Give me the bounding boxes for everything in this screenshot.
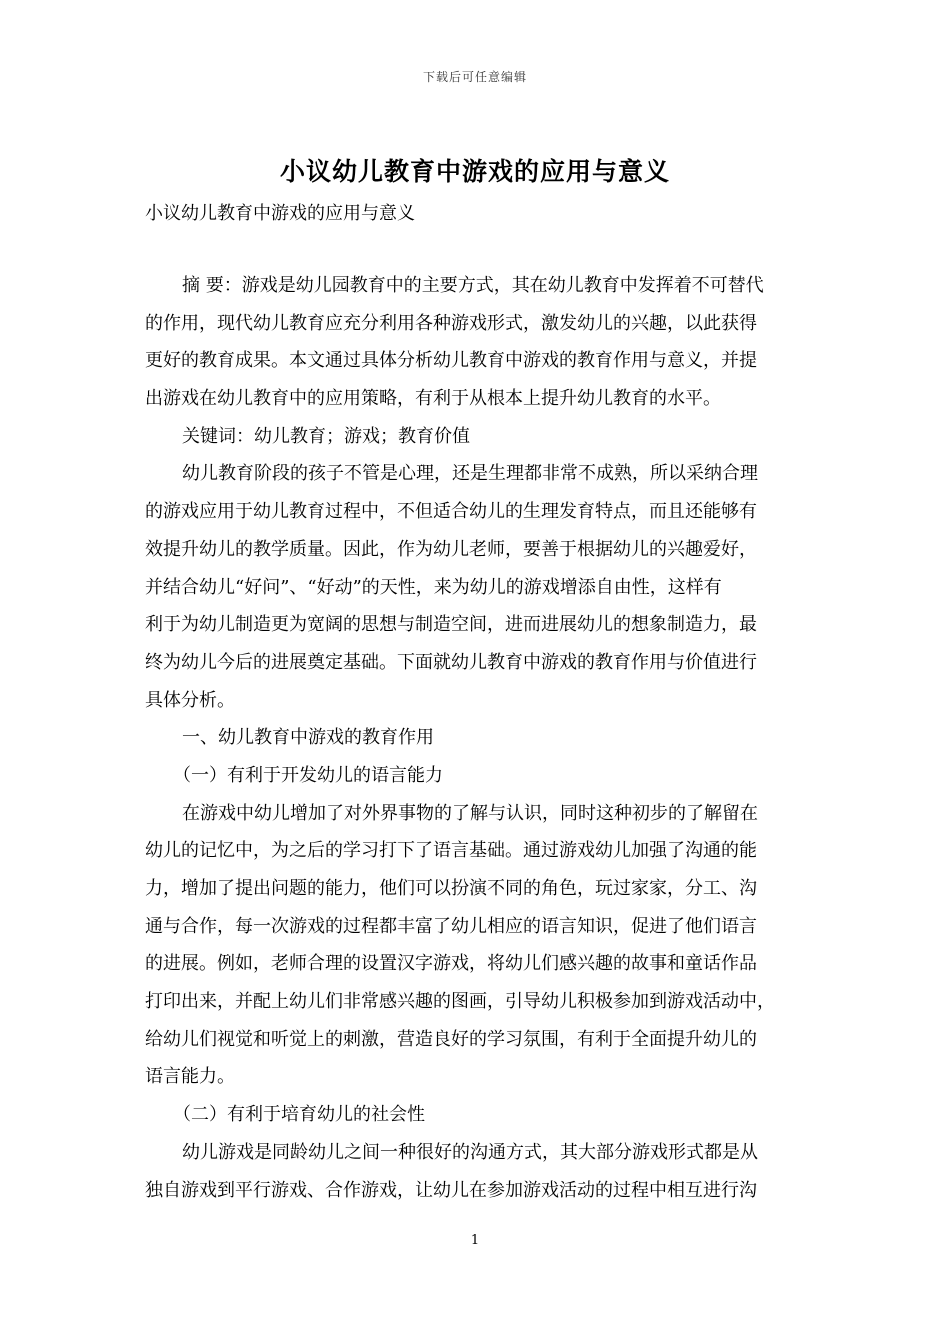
- paragraph-line: 幼儿教育阶段的孩子不管是心理，还是生理都非常不成熟，所以采纳合理: [182, 463, 758, 485]
- paragraph-line: 通与合作，每一次游戏的过程都丰富了幼儿相应的语言知识，促进了他们语言: [145, 915, 757, 937]
- document-subtitle: 小议幼儿教育中游戏的应用与意义: [145, 203, 415, 224]
- paragraph-line: 具体分析。: [145, 689, 235, 711]
- keywords-line: 关键词：幼儿教育；游戏；教育价值: [182, 425, 470, 447]
- paragraph-line: 的游戏应用于幼儿教育过程中，不但适合幼儿的生理发育特点，而且还能够有: [145, 501, 757, 523]
- paragraph-line: 的进展。例如，老师合理的设置汉字游戏，将幼儿们感兴趣的故事和童话作品: [145, 953, 757, 975]
- abstract-line: 更好的教育成果。本文通过具体分析幼儿教育中游戏的教育作用与意义，并提: [145, 350, 757, 372]
- paragraph-line: 幼儿的记忆中，为之后的学习打下了语言基础。通过游戏幼儿加强了沟通的能: [145, 840, 757, 862]
- subsection-heading: （二）有利于培育幼儿的社会性: [173, 1104, 425, 1126]
- paragraph-line: 幼儿游戏是同龄幼儿之间一种很好的沟通方式，其大部分游戏形式都是从: [182, 1141, 758, 1163]
- paragraph-line: 力，增加了提出问题的能力，他们可以扮演不同的角色，玩过家家，分工、沟: [145, 878, 757, 899]
- abstract-line: 出游戏在幼儿教育中的应用策略，有利于从根本上提升幼儿教育的水平。: [145, 388, 721, 410]
- paragraph-line: 语言能力。: [145, 1066, 235, 1088]
- abstract-line: 摘 要：游戏是幼儿园教育中的主要方式，其在幼儿教育中发挥着不可替代: [182, 275, 764, 296]
- abstract-line: 的作用，现代幼儿教育应充分利用各种游戏形式，激发幼儿的兴趣，以此获得: [145, 312, 757, 334]
- section-heading: 一、幼儿教育中游戏的教育作用: [182, 727, 434, 749]
- header-note: 下载后可任意编辑: [422, 70, 527, 84]
- paragraph-line: 效提升幼儿的教学质量。因此，作为幼儿老师，要善于根据幼儿的兴趣爱好，: [145, 538, 757, 560]
- paragraph-line: 在游戏中幼儿增加了对外界事物的了解与认识，同时这种初步的了解留在: [182, 802, 758, 824]
- document-title: 小议幼儿教育中游戏的应用与意义: [279, 157, 670, 186]
- paragraph-line: 并结合幼儿“好问”、“好动”的天性，来为幼儿的游戏增添自由性，这样有: [145, 576, 722, 598]
- page-number: 1: [470, 1233, 480, 1248]
- paragraph-line: 利于为幼儿制造更为宽阔的思想与制造空间，进而进展幼儿的想象制造力，最: [145, 614, 757, 636]
- paragraph-line: 给幼儿们视觉和听觉上的刺激，营造良好的学习氛围，有利于全面提升幼儿的: [145, 1028, 757, 1050]
- paragraph-line: 打印出来，并配上幼儿们非常感兴趣的图画，引导幼儿积极参加到游戏活动中，: [145, 991, 775, 1013]
- subsection-heading: （一）有利于开发幼儿的语言能力: [173, 764, 443, 786]
- paragraph-line: 终为幼儿今后的进展奠定基础。下面就幼儿教育中游戏的教育作用与价值进行: [145, 651, 757, 673]
- body-text: [145, 267, 807, 1209]
- paragraph-line: 独自游戏到平行游戏、合作游戏，让幼儿在参加游戏活动的过程中相互进行沟: [145, 1179, 757, 1201]
